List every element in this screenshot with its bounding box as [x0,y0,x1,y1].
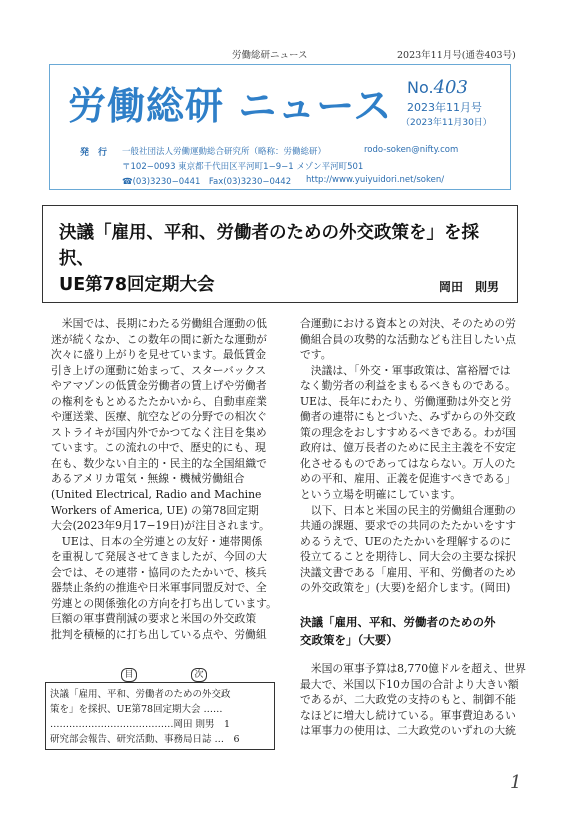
body-line: や運送業、医療、航空などの分野での相次ぐ [51,410,267,424]
toc-header-open: 目 [121,668,137,682]
body-line: という立場を明確にしています。 [300,488,462,502]
headline-line-1: 決議「雇用、平和、労働者のための外交政策を」を採択、 [59,223,479,269]
issue-prefix: No. [407,78,434,97]
resolution-body [300,661,525,739]
body-line: 米国では、長期にわたる労働組合運動の低 [51,317,267,330]
running-head-title: 労働総研ニュース [232,50,308,61]
section-title-line-2: 交政策を」（大要） [300,633,398,647]
publisher-phone-fax: ☎(03)3230−0441 Fax(03)3230−0442 [122,177,292,187]
toc-item-1-line-3[interactable]: …………………………………岡田 則男 1 [50,719,231,730]
body-line: あるアメリカ電気・無線・機械労働組合 [51,472,245,486]
body-line: 政府は、億万長者のために民主主義を不安定 [300,441,516,455]
body-line: 決議文書である「雇用、平和、労働者のため [300,565,516,579]
body-line: 決議は、「外交・軍事政策は、富裕層では [300,363,511,377]
headline-line-2: UE第78回定期大会 [59,275,215,295]
body-line: なく勤労者の利益をまもるべきものである。 [300,379,516,393]
issue-date: （2023年11月30日） [401,118,492,128]
table-of-contents [45,682,275,750]
body-line: 策の理念をおしすすめるべきである。わが国 [300,425,517,439]
issue-number-value: 403 [433,77,468,98]
body-line: 大会(2023年9月17−19日)が注目されます。 [51,519,270,533]
publisher-email[interactable]: rodo-soken@nifty.com [364,145,459,155]
publisher-address: 〒102−0093 東京都千代田区平河町1−9−1 メゾン平河町501 [122,162,364,172]
toc-header-close: 次 [191,668,207,682]
body-line: 批判を積極的に打ち出している点や、労働組 [51,627,267,641]
body-line: 役立てることを期待し、同大会の主要な採択 [300,550,516,564]
headline-box [42,205,518,303]
body-line: UEは、長年にわたり、労働運動は外交と労 [300,394,512,408]
article-right-column [300,316,525,596]
body-line: Workers of America, UE) の第78回定期 [51,503,259,517]
masthead [49,64,511,190]
publisher-name: 一般社団法人労働運動総合研究所（略称：労働総研） [122,147,327,157]
issue-number [407,77,468,98]
toc-header [51,668,276,682]
body-line: ています。この流れの中で、歴史的にも、現 [51,441,266,455]
body-line: の権利をもとめるたたかいから、自動車産業 [51,394,267,408]
body-line: 合運動における資本との対決、そのための労 [300,317,516,330]
body-line: 次々に盛り上がりを見せています。最低賃金 [51,348,267,362]
body-line: めるうえで、UEのたたかいを理解するのに [300,534,512,548]
body-line: 最大で、米国以下10カ国の合計より大きい額 [300,677,519,691]
body-line: 器禁止条約の推進や日米軍事同盟反対で、全 [51,581,267,595]
publisher-label: 発 行 [80,148,108,158]
body-line: 在も、数少ない自主的・民主的な全国組織で [51,456,267,470]
body-line: 以下、日本と米国の民主的労働組合運動の [300,503,516,517]
body-line: やアマゾンの低賃金労働者の賃上げや労働者 [51,379,267,393]
body-line: 会では、その連帯・協同のたたかいで、核兵 [51,565,267,579]
body-line: は軍事力の使用は、二大政党のいずれの大統 [300,724,516,738]
body-line: 迷が続くなか、この数年の間に新たな運動が [51,332,267,346]
body-line: なほどに増大し続けている。軍事費迫あるい [300,708,516,722]
body-line: 働組合員の攻勢的な活動なども注目したい点 [300,332,516,346]
publisher-url[interactable]: http://www.yuiyuidori.net/soken/ [306,175,445,185]
body-line: めの平和、雇用、正義を促進すべきである」 [300,472,516,486]
article-left-column [51,316,276,642]
body-line: 労連との関係強化の方向を打ち出しています。 [51,596,277,610]
toc-item-1-line-2[interactable]: 策を」を採択、UE第78回定期大会 …… [50,704,223,715]
page-number: 1 [510,772,522,793]
body-line: 引き上げの運動に始まって、スターバックス [51,363,267,377]
body-line: を重視して発展させてきましたが、今回の大 [51,550,267,564]
body-line: 共通の課題、要求での共同のたたかいをすす [300,519,517,533]
section-title-line-1: 決議「雇用、平和、労働者のための外 [300,615,496,629]
running-head-issue: 2023年11月号(通巻403号) [397,50,516,61]
body-line: ストライキが国内外でかつてなく注目を集め [51,425,267,439]
body-line: 米国の軍事予算は8,770億ドルを超え、世界 [300,662,526,675]
resolution-section-title [300,613,525,649]
body-line: 働者の連帯にもとづいた、みずからの外交政 [300,410,516,424]
toc-item-2[interactable]: 研究部会報告、研究活動、事務局日誌 … 6 [50,734,240,745]
body-line: 化させるものであってはならない。万人のた [300,456,516,470]
body-line: 巨額の軍事費削減の要求と米国の外交政策 [51,612,257,626]
body-line: であるが、二大政党の支持のもと、制御不能 [300,693,516,707]
body-line: (United Electrical, Radio and Machine [51,488,262,502]
toc-item-1-line-1[interactable]: 決議「雇用、平和、労働者のための外交政 [50,689,231,700]
body-line: です。 [300,348,332,362]
newsletter-logo: 労働総研 ニュース [68,84,393,128]
body-line: UEは、日本の全労連との友好・連帯関係 [51,534,263,548]
article-author: 岡田 則男 [438,280,499,294]
body-line: の外交政策を」(大要)を紹介します。(岡田) [300,581,511,595]
issue-month: 2023年11月号 [407,101,482,114]
